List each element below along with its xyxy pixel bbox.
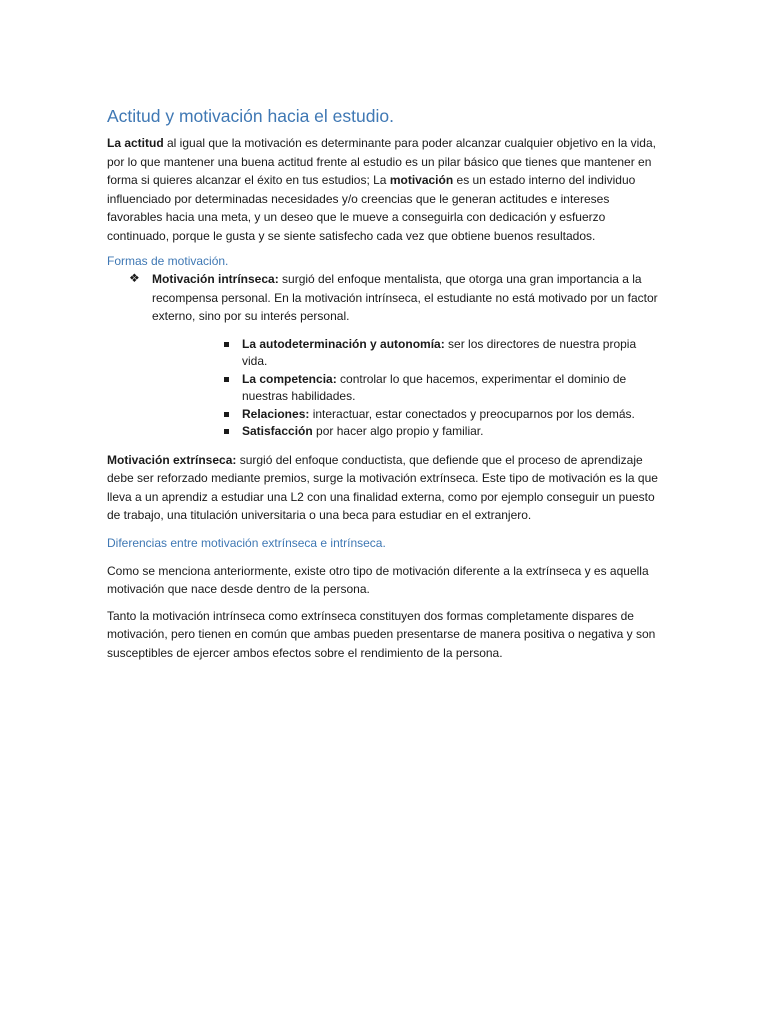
extrinsic-text: surgió del enfoque conductista, que defiende que el proceso de aprendizaje debe ser reforzado mediante premios, surge la motivación extrínseca. Este tipo de motivación es la que lleva a un aprendiz a estudiar una L2 con una finalidad externa, como por ejemplo conseguir un puesto de trabajo, una titulación universitaria o una beca para estudiar en el extranjero. [107,452,658,522]
list-item [222,423,662,441]
intro-lead-bold: La actitud [107,136,164,150]
square-bullet-icon [224,342,229,347]
list-item-label: La autodeterminación y autonomía: [242,336,445,351]
list-item-text: por hacer algo propio y familiar. [312,424,484,438]
intro-text-2: es un estado interno del individuo influenciado por determinadas necesidades y/o creencias que le generan actitudes e intereses favorables hacia una meta, y un deseo que le mueve a conseguirla con dedicación y esfuerzo continuado, porque le gusta y se siente satisfecho cada vez que obtiene buenos resultados. [107,173,636,243]
list-item [222,371,662,406]
section-heading-diferencias: Diferencias entre motivación extrínseca e intrínseca. [107,535,386,550]
intro-paragraph [107,134,667,245]
extrinsic-paragraph [107,451,667,525]
differences-paragraph-1: Como se menciona anteriormente, existe otro tipo de motivación diferente a la extrínseca y es aquella motivación que nace desde dentro de la persona. [107,563,649,596]
list-item-label: Relaciones: [242,406,310,421]
intrinsic-label: Motivación intrínseca: [152,272,279,286]
square-bullet-icon [224,429,229,434]
list-item-label: Satisfacción [242,424,313,438]
list-item-text: ser los directores de nuestra propia vida. [242,336,637,368]
list-item-text: controlar lo que hacemos, experimentar el dominio de nuestras habilidades. [242,371,627,403]
list-item-label: La competencia: [242,371,337,386]
intro-mid-bold: motivación [389,173,454,187]
extrinsic-label: Motivación extrínseca: [107,452,237,467]
document-title: Actitud y motivación hacia el estudio. [107,106,394,126]
square-bullet-icon [224,412,229,417]
list-item [222,406,662,424]
intro-text-1: al igual que la motivación es determinante para poder alcanzar cualquier objetivo en la vida, por lo que mantener una buena actitud frente al estudio es un pilar básico que tienes que mantener en forma si quieres alcanzar el éxito en tus estudios; La [107,136,656,187]
square-bullet-icon [224,377,229,382]
differences-paragraph-2: Tanto la motivación intrínseca como extrínseca constituyen dos formas completamente dispares de motivación, pero tienen en común que ambas pueden presentarse de manera positiva o negativa y son susceptibles de ejercer ambos efectos sobre el rendimiento de la persona. [107,608,656,660]
intrinsic-paragraph [152,270,667,326]
intrinsic-bullet [107,270,667,326]
section-heading-formas: Formas de motivación. [107,254,229,268]
document-body [107,104,667,662]
intrinsic-sub-list [222,336,662,441]
diamond-bullet-icon: ❖ [129,271,140,285]
list-item-text: interactuar, estar conectados y preocuparnos por los demás. [309,406,635,421]
intrinsic-text: surgió del enfoque mentalista, que otorga una gran importancia a la recompensa personal. En la motivación intrínseca, el estudiante no está motivado por un factor externo, sino por su interés personal. [152,272,658,323]
list-item [222,336,662,371]
